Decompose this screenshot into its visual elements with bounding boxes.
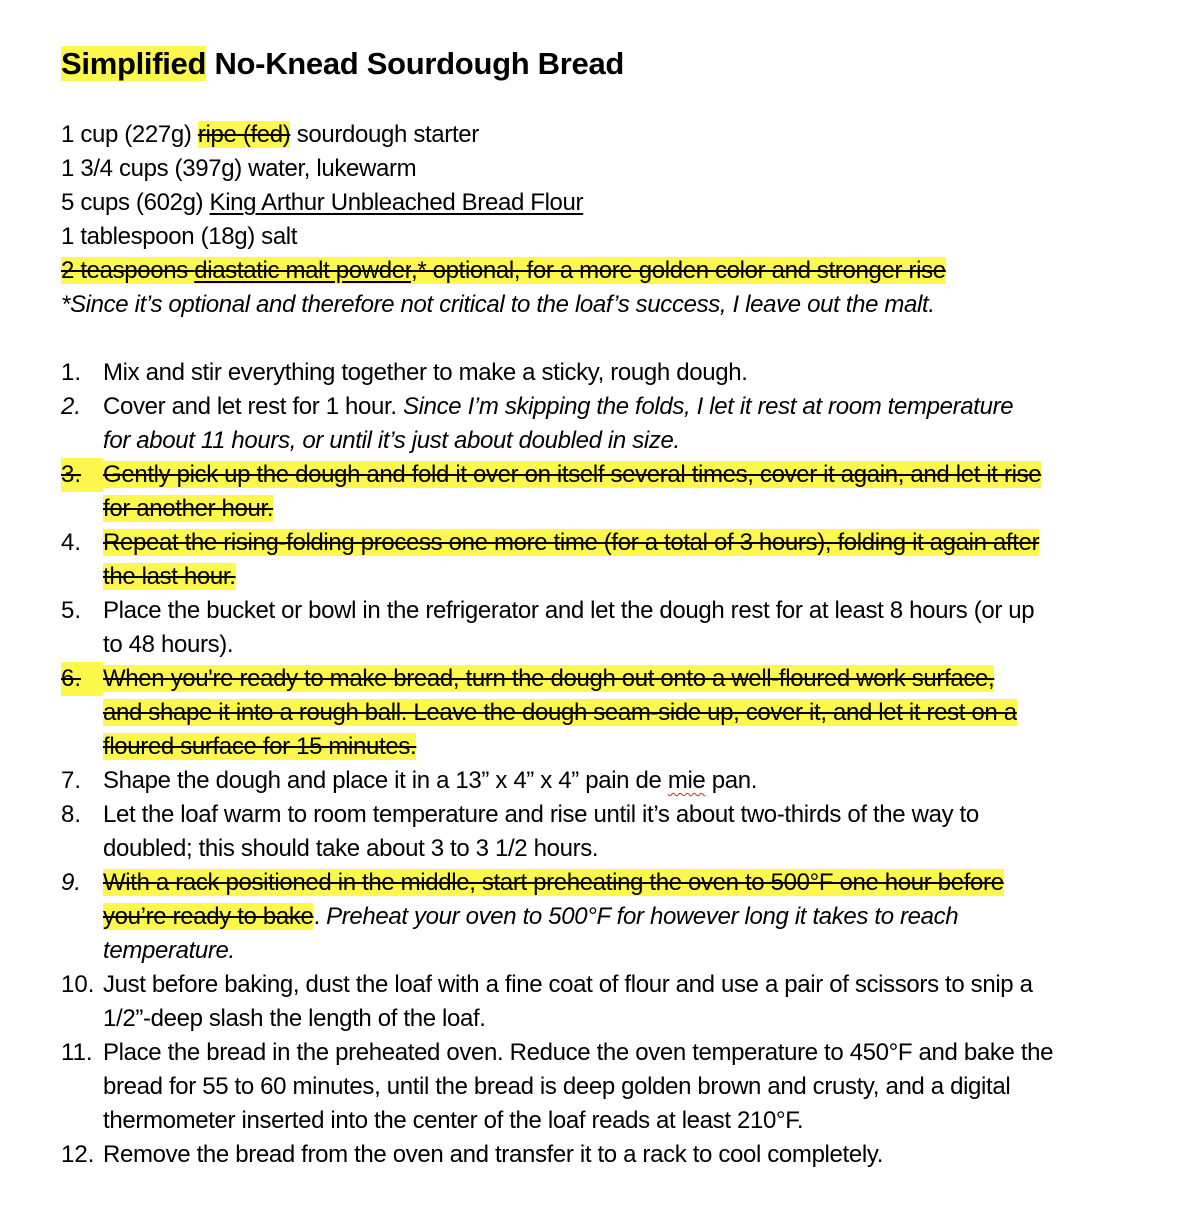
step-line: 1/2”-deep slash the length of the loaf. [103,1005,486,1032]
removed-text: With a rack positioned in the middle, start preheating the oven to 500°F one hour before [103,869,1004,896]
malt-note: *Since it’s optional and therefore not critical to the loaf’s success, I leave out the malt. [61,291,935,318]
step-12 [61,1138,1161,1172]
step-8 [61,798,1161,866]
step-number: 7. [61,767,82,794]
step-number: 3. [61,458,103,492]
ingredient-water: 1 3/4 cups (397g) water, lukewarm [61,155,417,182]
step-7 [61,764,1161,798]
title-highlighted-word: Simplified [61,46,207,81]
step-line: thermometer inserted into the center of the loaf reads at least 210°F. [103,1107,804,1134]
step-line: Remove the bread from the oven and transfer it to a rack to cool completely. [103,1141,884,1168]
step-5 [61,594,1161,662]
step-6-removed [61,662,1161,764]
flour-link[interactable]: King Arthur Unbleached Bread Flour [209,189,584,216]
malt-powder-link[interactable]: diastatic malt powder [194,257,412,284]
step-line: Just before baking, dust the loaf with a fine coat of flour and use a pair of scissors to snip a [103,971,1033,998]
step-line: Place the bread in the preheated oven. Reduce the oven temperature to 450°F and bake the [103,1039,1054,1066]
step-line [103,900,1161,934]
step-line [103,526,1161,560]
removed-text: for another hour. [103,495,274,522]
step-text: pan. [705,767,758,794]
removed-text: Gently pick up the dough and fold it over on itself several times, cover it again, and let it rise [103,461,1042,488]
step-10 [61,968,1161,1036]
step-text [103,390,1161,424]
step-number: 5. [61,597,82,624]
removed-text: floured surface for 15 minutes. [103,733,417,760]
step-2 [61,390,1161,458]
page-title [61,40,1161,88]
removed-text: you’re ready to bake [103,903,314,930]
step-line: Place the bucket or bowl in the refrigerator and let the dough rest for at least 8 hours (or up [103,597,1035,624]
step-text-plain: Cover and let rest for 1 hour. [103,393,403,420]
ingredient-malt-removed [61,254,1161,288]
step-number: 6. [61,662,103,696]
steps-list [61,356,1161,1172]
step-line [103,764,1161,798]
step-number: 2. [61,393,82,420]
step-line [103,866,1161,900]
step-number: 8. [61,801,82,828]
ingredients-list [61,118,1161,322]
step-number: 1. [61,359,82,386]
ingredient-text: 1 cup (227g) [61,121,198,148]
spellcheck-flagged-word[interactable]: mie [667,767,706,794]
step-11 [61,1036,1161,1138]
step-number: 4. [61,529,82,556]
step-3-removed [61,458,1161,526]
ingredient-salt: 1 tablespoon (18g) salt [61,223,298,250]
step-note: temperature. [103,937,235,964]
step-line: bread for 55 to 60 minutes, until the bread is deep golden brown and crusty, and a digital [103,1073,1011,1100]
ingredient-starter [61,118,1161,152]
step-note: for about 11 hours, or until it’s just about doubled in size. [103,427,680,454]
removed-text: 2 teaspoons [61,257,195,284]
step-9 [61,866,1161,968]
step-text: Mix and stir everything together to make a sticky, rough dough. [103,359,748,386]
step-line: Let the loaf warm to room temperature and rise until it’s about two-thirds of the way to [103,801,979,828]
step-line [103,458,1161,492]
step-line [103,662,1161,696]
step-text: Shape the dough and place it in a 13” x 4” x 4” pain de [103,767,668,794]
ingredient-text: sourdough starter [290,121,479,148]
step-line [103,560,1161,594]
step-line [103,696,1161,730]
step-number: 10. [61,971,95,998]
document-page [61,40,1161,1172]
removed-text: Repeat the rising-folding process one more time (for a total of 3 hours), folding it again after [103,529,1040,556]
step-line: doubled; this should take about 3 to 3 1/2 hours. [103,835,599,862]
removed-text: ,* optional, for a more golden color and stronger rise [411,257,946,284]
step-line: to 48 hours). [103,631,234,658]
ingredient-flour [61,186,1161,220]
step-number: 12. [61,1141,95,1168]
ingredient-text: 5 cups (602g) [61,189,210,216]
step-note: Since I’m skipping the folds, I let it rest at room temperature [402,393,1014,420]
title-text: No-Knead Sourdough Bread [206,46,625,81]
removed-text: and shape it into a rough ball. Leave the dough seam-side up, cover it, and let it rest on a [103,699,1017,726]
step-number: 9. [61,869,82,896]
step-1 [61,356,1161,390]
removed-text: the last hour. [103,563,236,590]
step-line [103,492,1161,526]
step-4-removed [61,526,1161,594]
removed-text: When you're ready to make bread, turn the dough out onto a well-floured work surface, [103,665,995,692]
step-number: 11. [61,1039,93,1066]
step-line [103,730,1161,764]
removed-text: ripe (fed) [197,121,291,148]
step-note: Preheat your oven to 500°F for however long it takes to reach [326,903,959,930]
step-text: . [313,903,327,930]
